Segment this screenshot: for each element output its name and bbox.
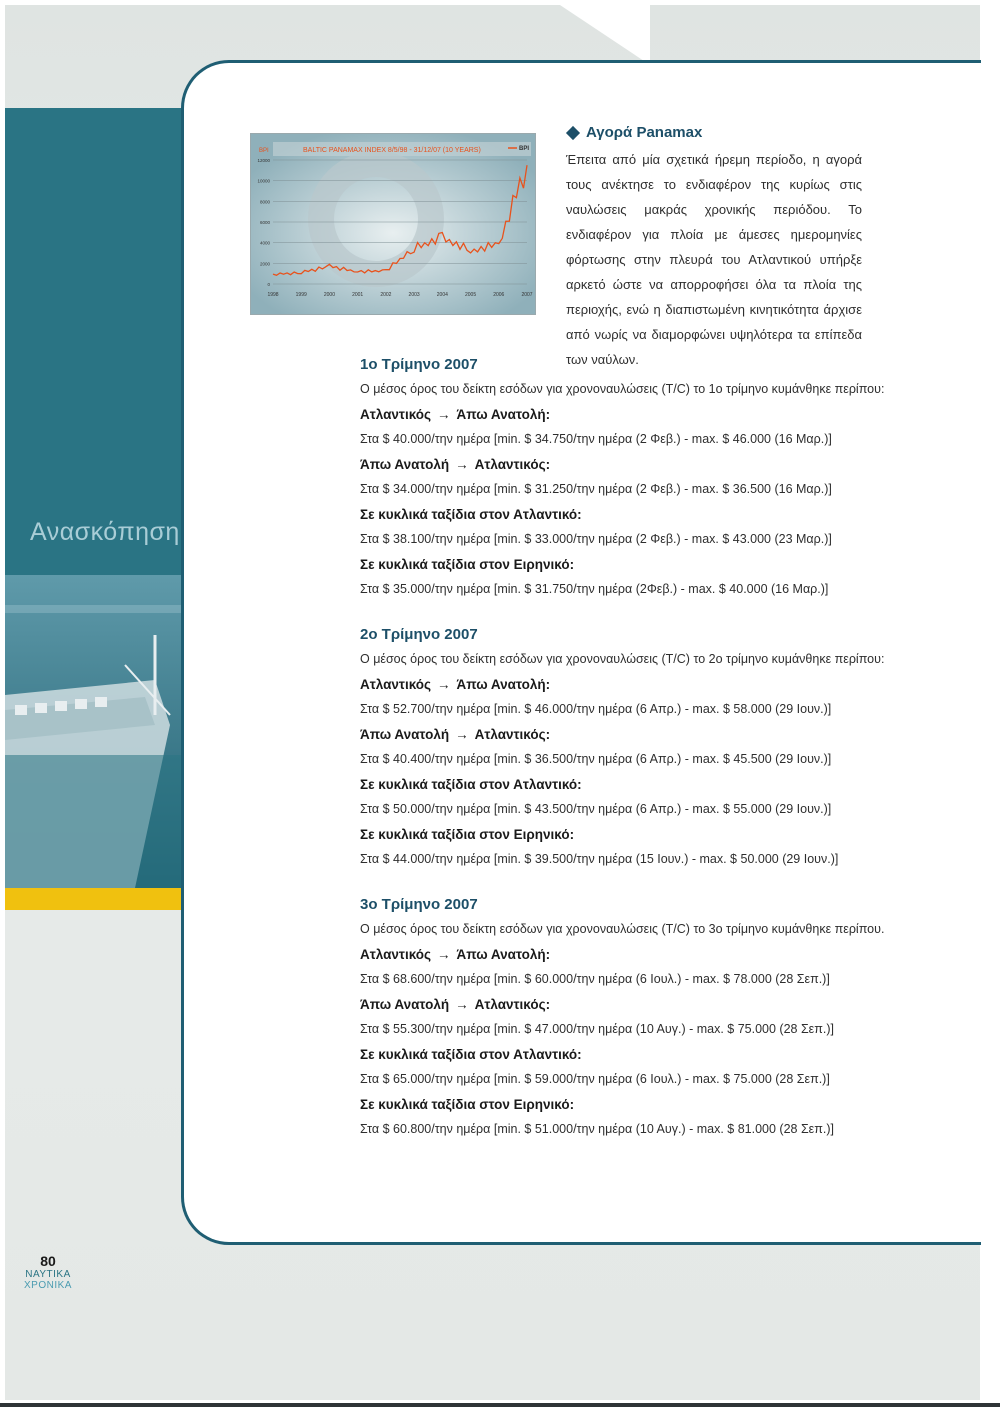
- x-tick-label: 2001: [352, 292, 364, 298]
- x-tick-label: 2004: [436, 292, 448, 298]
- route-label: Σε κυκλικά ταξίδια στον Ατλαντικό:: [360, 1047, 582, 1062]
- y-tick-label: 6000: [259, 220, 270, 225]
- route-origin: Άπω Ανατολή: [360, 457, 450, 472]
- intro-paragraph: Έπειτα από μία σχετικά ήρεμη περίοδο, η αγορά τους ανέκτησε το ενδιαφέρον της κυρίως στις ναυλώσεις μακράς χρονικής περιόδου. Το ενδιαφέρον για πλοία με άμεσες ημερομηνίες φόρτωσης στην πλευρά του Ατλαντικού υπήρξε αρκετό ώστε να απορροφήσει όλα τα πλοία της περιοχής, ενώ η διαπιστωμένη κινητικότητα άρχισε από νωρίς να διαμορφώνει υψηλότερα τα επίπεδα των ναύλων.: [566, 152, 862, 367]
- route-value: Στα $ 60.800/την ημέρα [min. $ 51.000/την ημέρα (10 Αυγ.) - max. $ 81.000 (28 Σεπ.)]: [360, 1122, 834, 1136]
- route-value: Στα $ 50.000/την ημέρα [min. $ 43.500/την ημέρα (6 Απρ.) - max. $ 55.000 (29 Ιουν.)]: [360, 802, 832, 816]
- x-tick-label: 2006: [493, 292, 505, 298]
- route-destination: Ατλαντικός:: [474, 457, 551, 472]
- route-value: Στα $ 44.000/την ημέρα [min. $ 39.500/την ημέρα (15 Ιουν.) - max. $ 50.000 (29 Ιουν.)]: [360, 852, 839, 866]
- quarters-content: [360, 352, 885, 1142]
- section-label: Ανασκόπηση: [30, 518, 180, 546]
- y-axis-label: BPI: [259, 148, 269, 154]
- route-origin: Ατλαντικός: [360, 677, 432, 692]
- quarter-title: 1ο Τρίμηνο 2007: [360, 356, 478, 373]
- route-label: Σε κυκλικά ταξίδια στον Ατλαντικό:: [360, 507, 582, 522]
- route-destination: Άπω Ανατολή:: [456, 947, 551, 962]
- y-tick-label: 0: [267, 282, 270, 287]
- route-value: Στα $ 38.100/την ημέρα [min. $ 33.000/την ημέρα (2 Φεβ.) - max. $ 43.000 (23 Μαρ.)]: [360, 532, 832, 546]
- route-origin: Άπω Ανατολή: [360, 727, 450, 742]
- section-gap: [360, 602, 880, 622]
- route-label: [360, 672, 880, 697]
- route-label: Σε κυκλικά ταξίδια στον Ειρηνικό:: [360, 1097, 575, 1112]
- route-label: [360, 402, 880, 427]
- x-tick-label: 2005: [464, 292, 477, 298]
- chart-title: BALTIC PANAMAX INDEX 8/5/98 - 31/12/07 (10 YEARS): [303, 147, 481, 154]
- arrow-right-icon: →: [437, 677, 451, 692]
- route-value: Στα $ 40.000/την ημέρα [min. $ 34.750/την ημέρα (2 Φεβ.) - max. $ 46.000 (16 Μαρ.)]: [360, 432, 832, 446]
- bottom-rule: [0, 1403, 1000, 1407]
- quarter-section: [360, 352, 885, 602]
- route-label: Σε κυκλικά ταξίδια στον Ειρηνικό:: [360, 557, 575, 572]
- bpi-chart-svg: [251, 134, 535, 314]
- ship-illustration: [5, 575, 185, 888]
- quarter-title: 3ο Τρίμηνο 2007: [360, 896, 478, 913]
- route-origin: Άπω Ανατολή: [360, 997, 450, 1012]
- page-corner-fold: [560, 5, 650, 65]
- y-tick-label: 4000: [259, 240, 270, 246]
- route-origin: Ατλαντικός: [360, 947, 432, 962]
- x-tick-label: 2003: [408, 292, 420, 298]
- route-value: Στα $ 40.400/την ημέρα [min. $ 36.500/την ημέρα (6 Απρ.) - max. $ 45.500 (29 Ιουν.)]: [360, 752, 832, 766]
- x-tick-label: 2000: [323, 292, 336, 298]
- x-tick-label: 1999: [295, 292, 307, 298]
- route-value: Στα $ 68.600/την ημέρα [min. $ 60.000/την ημέρα (6 Ιουλ.) - max. $ 78.000 (28 Σεπ.)]: [360, 972, 830, 986]
- route-label: [360, 992, 880, 1017]
- route-value: Στα $ 34.000/την ημέρα [min. $ 31.250/την ημέρα (2 Φεβ.) - max. $ 36.500 (16 Μαρ.)]: [360, 482, 832, 496]
- x-tick-label: 1998: [267, 292, 279, 298]
- x-tick-label: 2007: [521, 292, 533, 298]
- route-destination: Άπω Ανατολή:: [456, 677, 551, 692]
- intro-column: [566, 124, 862, 372]
- route-value: Στα $ 55.300/την ημέρα [min. $ 47.000/την ημέρα (10 Αυγ.) - max. $ 75.000 (28 Σεπ.)]: [360, 1022, 834, 1036]
- intro-heading: [566, 124, 862, 141]
- quarter-title: 2ο Τρίμηνο 2007: [360, 626, 478, 643]
- arrow-right-icon: →: [455, 997, 469, 1012]
- page-footer: [18, 1253, 78, 1291]
- x-tick-label: 2002: [380, 292, 392, 298]
- section-gap: [360, 872, 880, 892]
- route-label: [360, 942, 880, 967]
- arrow-right-icon: →: [437, 947, 451, 962]
- route-value: Στα $ 65.000/την ημέρα [min. $ 59.000/την ημέρα (6 Ιουλ.) - max. $ 75.000 (28 Σεπ.)]: [360, 1072, 830, 1086]
- magazine-name-line2: ΧΡΟΝΙΚΑ: [24, 1280, 72, 1291]
- sidebar-accent-bar: [5, 888, 185, 910]
- quarter-section: [360, 892, 885, 1142]
- page-number: 80: [40, 1253, 56, 1269]
- quarter-description: Ο μέσος όρος του δείκτη εσόδων για χρονοναυλώσεις (Τ/C) το 2ο τρίμηνο κυμάνθηκε περίπου:: [360, 652, 885, 666]
- y-tick-label: 2000: [259, 261, 270, 267]
- quarter-description: Ο μέσος όρος του δείκτη εσόδων για χρονοναυλώσεις (Τ/C) το 3ο τρίμηνο κυμάνθηκε περίπου.: [360, 922, 885, 936]
- y-tick-label: 12000: [257, 158, 270, 163]
- route-label: [360, 722, 880, 747]
- quarter-description: Ο μέσος όρος του δείκτη εσόδων για χρονοναυλώσεις (Τ/C) το 1ο τρίμηνο κυμάνθηκε περίπου:: [360, 382, 885, 396]
- route-label: Σε κυκλικά ταξίδια στον Ατλαντικό:: [360, 777, 582, 792]
- route-label: [360, 452, 880, 477]
- quarter-section: [360, 622, 885, 872]
- route-destination: Ατλαντικός:: [474, 727, 551, 742]
- route-origin: Ατλαντικός: [360, 407, 432, 422]
- y-tick-label: 10000: [257, 178, 270, 184]
- route-value: Στα $ 35.000/την ημέρα [min. $ 31.750/την ημέρα (2Φεβ.) - max. $ 40.000 (16 Μαρ.)]: [360, 582, 829, 596]
- intro-heading-text: Αγορά Panamax: [586, 124, 703, 141]
- magazine-name-line1: ΝΑΥΤΙΚΑ: [25, 1269, 71, 1280]
- route-value: Στα $ 52.700/την ημέρα [min. $ 46.000/την ημέρα (6 Απρ.) - max. $ 58.000 (29 Ιουν.)]: [360, 702, 832, 716]
- legend-label: BPI: [519, 146, 530, 152]
- arrow-right-icon: →: [455, 727, 469, 742]
- arrow-right-icon: →: [437, 407, 451, 422]
- route-destination: Ατλαντικός:: [474, 997, 551, 1012]
- bpi-chart: [250, 133, 536, 315]
- ship-photo: [5, 575, 185, 888]
- diamond-bullet-icon: [566, 125, 580, 139]
- arrow-right-icon: →: [455, 457, 469, 472]
- y-tick-label: 8000: [259, 199, 270, 205]
- route-label: Σε κυκλικά ταξίδια στον Ειρηνικό:: [360, 827, 575, 842]
- route-destination: Άπω Ανατολή:: [456, 407, 551, 422]
